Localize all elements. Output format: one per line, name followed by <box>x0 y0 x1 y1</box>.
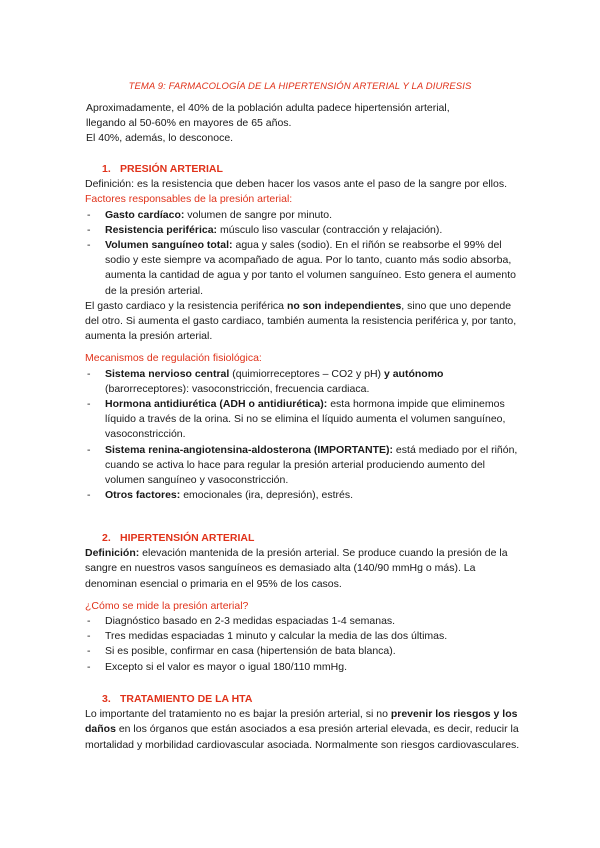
relation-paragraph <box>85 299 525 345</box>
definition-text: Definición: es la resistencia que deben hacer los vasos ante el paso de la sangre por ellos. <box>85 178 508 191</box>
section-title: PRESIÓN ARTERIAL <box>120 163 223 175</box>
text: , sino que uno depende del otro. Si aumenta el gasto cardiaco, también aumenta la resistencia periférica y, por tanto, aumenta la presión arterial. <box>85 299 517 343</box>
mechanisms-subheading: Mecanismos de regulación fisiológica: <box>85 352 262 365</box>
factors-list <box>85 208 525 299</box>
emphasis: no son independientes <box>286 299 402 312</box>
term-description: músculo liso vascular (contracción y relajación). <box>217 223 443 236</box>
section-number: 1. <box>102 163 111 175</box>
term-description: volumen de sangre por minuto. <box>184 208 333 221</box>
term: Otros factores: <box>105 489 181 502</box>
term-description: elevación mantenida de la presión arterial. Se produce cuando la presión de la sangre en nuestros vasos sanguíneos es demasiado alta (140/90 mmHg o más). La denominan esencial o primaria en el 95% de los casos. <box>85 547 508 590</box>
section-title: TRATAMIENTO DE LA HTA <box>120 693 253 705</box>
list-item: - Diagnóstico basado en 2-3 medidas espaciadas 1-4 semanas. <box>85 614 525 629</box>
term: Sistema nervioso central <box>105 367 230 380</box>
list-item <box>85 208 525 223</box>
intro-line: llegando al 50-60% en mayores de 65 años. <box>86 117 292 130</box>
list-item <box>85 223 525 238</box>
list-item: - Si es posible, confirmar en casa (hipertensión de bata blanca). <box>85 644 525 659</box>
term: Volumen sanguíneo total: <box>105 239 233 252</box>
term-description: (barorreceptores): vasoconstricción, frecuencia cardiaca. <box>105 382 370 395</box>
term-description: emocionales (ira, depresión), estrés. <box>180 489 354 502</box>
definition-paragraph <box>85 546 525 592</box>
list-item <box>85 443 525 489</box>
list-item <box>85 488 525 503</box>
text: El gasto cardiaco y la resistencia periférica <box>85 299 287 312</box>
mechanisms-list <box>85 367 525 504</box>
list-item: - Excepto si el valor es mayor o igual 180/110 mmHg. <box>85 660 525 675</box>
text: en los órganos que están asociados a esa presión arterial elevada, es decir, reducir la mortalidad y morbilidad cardiovascular asociada. Normalmente son riesgos cardiovasculares. <box>85 723 520 751</box>
intro-paragraph <box>86 101 526 147</box>
section-presion-arterial <box>85 162 525 503</box>
list-item: - Tres medidas espaciadas 1 minuto y calcular la media de las dos últimas. <box>85 629 525 644</box>
list-item <box>85 238 525 299</box>
intro-line: Aproximadamente, el 40% de la población adulta padece hipertensión arterial, <box>86 102 450 114</box>
document-title: TEMA 9: FARMACOLOGÍA DE LA HIPERTENSIÓN ARTERIAL Y LA DIURESIS <box>128 81 472 92</box>
term: Sistema renina-angiotensina-aldosterona (IMPORTANTE): <box>105 443 394 456</box>
section-heading <box>85 162 525 177</box>
intro-line: El 40%, además, lo desconoce. <box>86 132 234 145</box>
treatment-paragraph <box>85 707 525 753</box>
section-number: 2. <box>102 532 111 544</box>
measure-list <box>85 614 525 675</box>
term: Hormona antidiurética (ADH o antidiurética): <box>105 398 328 411</box>
section-title: HIPERTENSIÓN ARTERIAL <box>120 532 255 544</box>
section-hipertension-arterial <box>85 531 525 675</box>
term-description: (quimiorreceptores – CO2 y pH) <box>229 367 384 380</box>
term: Gasto cardíaco: <box>105 208 185 221</box>
term: Definición: <box>85 547 140 560</box>
section-tratamiento <box>85 692 525 753</box>
term-description: esta hormona impide que eliminemos líquido a través de la orina. Si no se elimina el líquido aumenta el volumen sanguíneo, vasoconstricción. <box>105 398 506 441</box>
term: Resistencia periférica: <box>105 223 218 236</box>
term: y autónomo <box>383 367 444 380</box>
list-item <box>85 367 525 397</box>
section-heading <box>85 531 525 546</box>
list-item <box>85 397 525 443</box>
section-number: 3. <box>102 693 111 705</box>
measure-subheading: ¿Cómo se mide la presión arterial? <box>85 599 249 612</box>
emphasis: prevenir los riesgos y los daños <box>85 708 518 736</box>
factors-subheading: Factores responsables de la presión arterial: <box>85 193 293 206</box>
term-description: está mediado por el riñón, cuando se activa lo hace para regular la presión arterial produciendo aumento del volumen sanguíneo y vasoconstricción. <box>105 443 518 487</box>
text: Lo importante del tratamiento no es bajar la presión arterial, si no <box>85 708 391 721</box>
section-heading <box>85 692 525 707</box>
term-description: agua y sales (sodio). En el riñón se reabsorbe el 99% del sodio y este siempre va acompañado de agua. Por lo tanto, cuanto más sodio absorba, aumenta la cantidad de agua y por tanto el volumen sanguíneo. Esto genera el aumento de la presión arterial. <box>105 239 516 297</box>
